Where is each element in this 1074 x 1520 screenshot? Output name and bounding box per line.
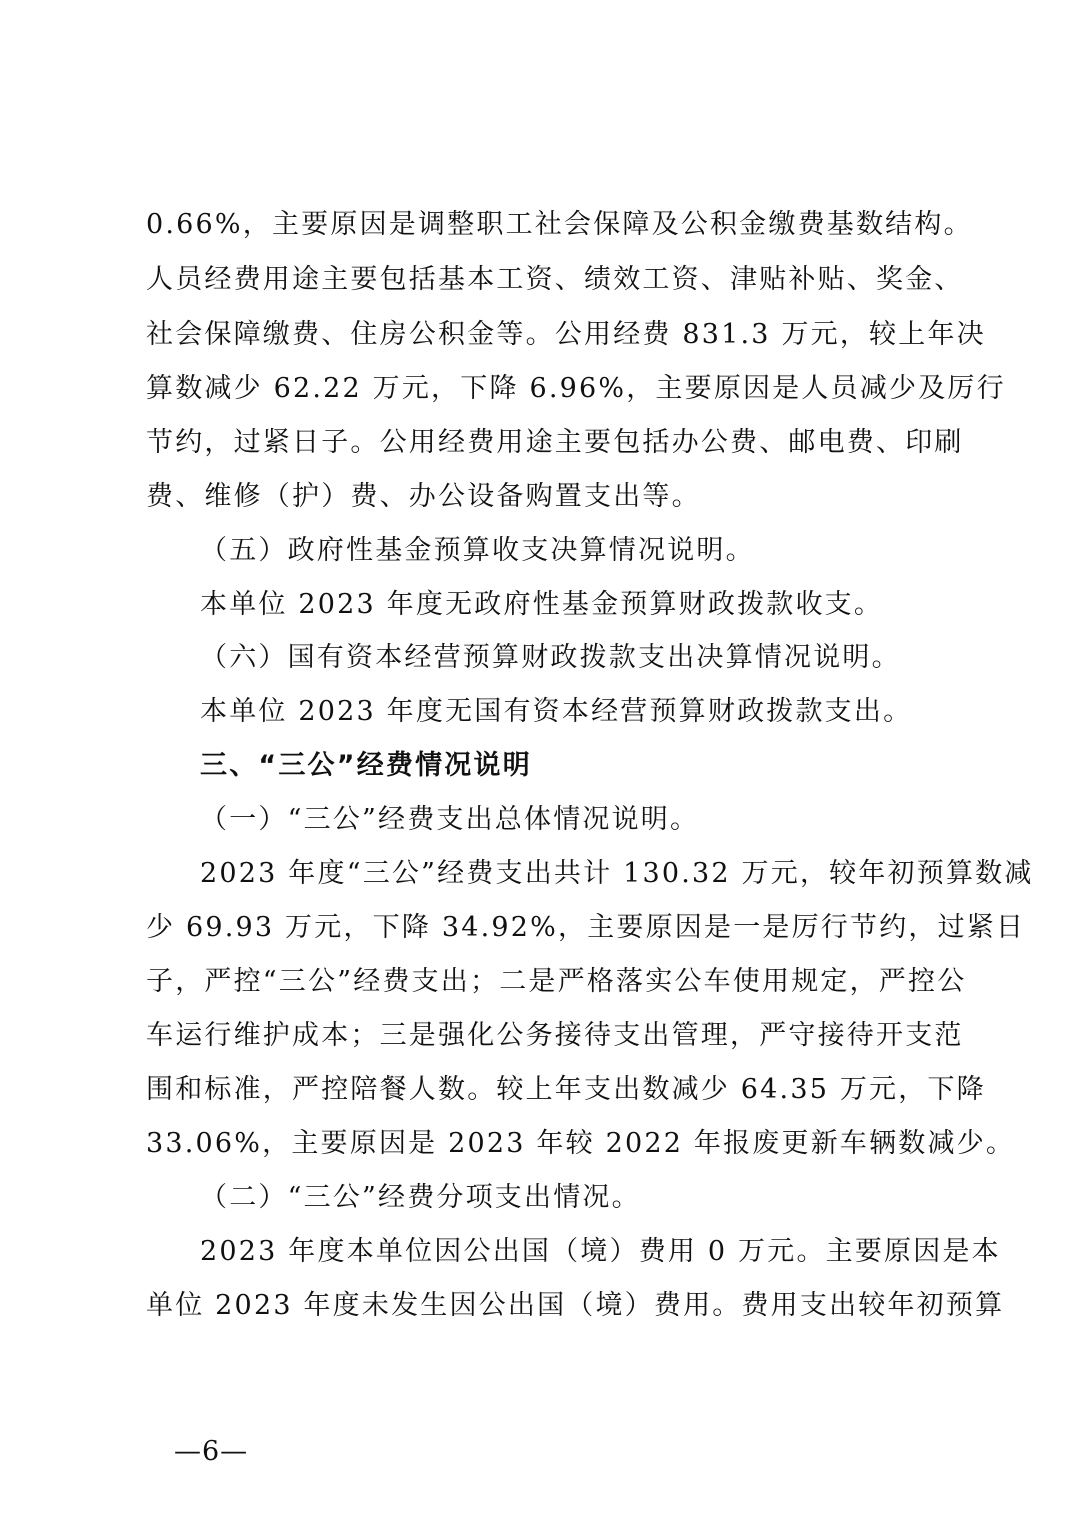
body-text-line: 本单位 2023 年度无政府性基金预算财政拨款收支。 — [200, 589, 884, 620]
body-text-line: 节约，过紧日子。公用经费用途主要包括办公费、邮电费、印刷 — [146, 427, 964, 458]
body-text-line: 车运行维护成本；三是强化公务接待支出管理，严守接待开支范 — [146, 1020, 964, 1051]
body-text-line: 少 69.93 万元，下降 34.92%，主要原因是一是厉行节约，过紧日 — [146, 912, 1026, 943]
body-text-line: 2023 年度“三公”经费支出共计 130.32 万元，较年初预算数减 — [200, 858, 1034, 889]
section-heading-3-1: （一）“三公”经费支出总体情况说明。 — [200, 804, 700, 835]
section-heading-6: （六）国有资本经营预算财政拨款支出决算情况说明。 — [200, 642, 901, 673]
body-text-line: 33.06%，主要原因是 2023 年较 2022 年报废更新车辆数减少。 — [146, 1128, 1016, 1159]
body-text-line: 算数减少 62.22 万元，下降 6.96%，主要原因是人员减少及厉行 — [146, 373, 1006, 404]
chapter-heading-3: 三、“三公”经费情况说明 — [200, 750, 532, 781]
body-text-line: 0.66%，主要原因是调整职工社会保障及公积金缴费基数结构。 — [146, 209, 973, 240]
body-text-line: 2023 年度本单位因公出国（境）费用 0 万元。主要原因是本 — [200, 1236, 1001, 1267]
section-heading-3-2: （二）“三公”经费分项支出情况。 — [200, 1182, 641, 1213]
body-text-line: 围和标准，严控陪餐人数。较上年支出数减少 64.35 万元，下降 — [146, 1074, 986, 1105]
body-text-line: 人员经费用途主要包括基本工资、绩效工资、津贴补贴、奖金、 — [146, 264, 964, 295]
page-number: —6— — [174, 1436, 249, 1467]
body-text-line: 社会保障缴费、住房公积金等。公用经费 831.3 万元，较上年决 — [146, 319, 986, 350]
body-text-line: 单位 2023 年度未发生因公出国（境）费用。费用支出较年初预算 — [146, 1290, 1005, 1321]
body-text-line: 本单位 2023 年度无国有资本经营预算财政拨款支出。 — [200, 696, 913, 727]
section-heading-5: （五）政府性基金预算收支决算情况说明。 — [200, 535, 755, 566]
body-text-line: 费、维修（护）费、办公设备购置支出等。 — [146, 481, 701, 512]
body-text-line: 子，严控“三公”经费支出；二是严格落实公车使用规定，严控公 — [146, 966, 967, 997]
